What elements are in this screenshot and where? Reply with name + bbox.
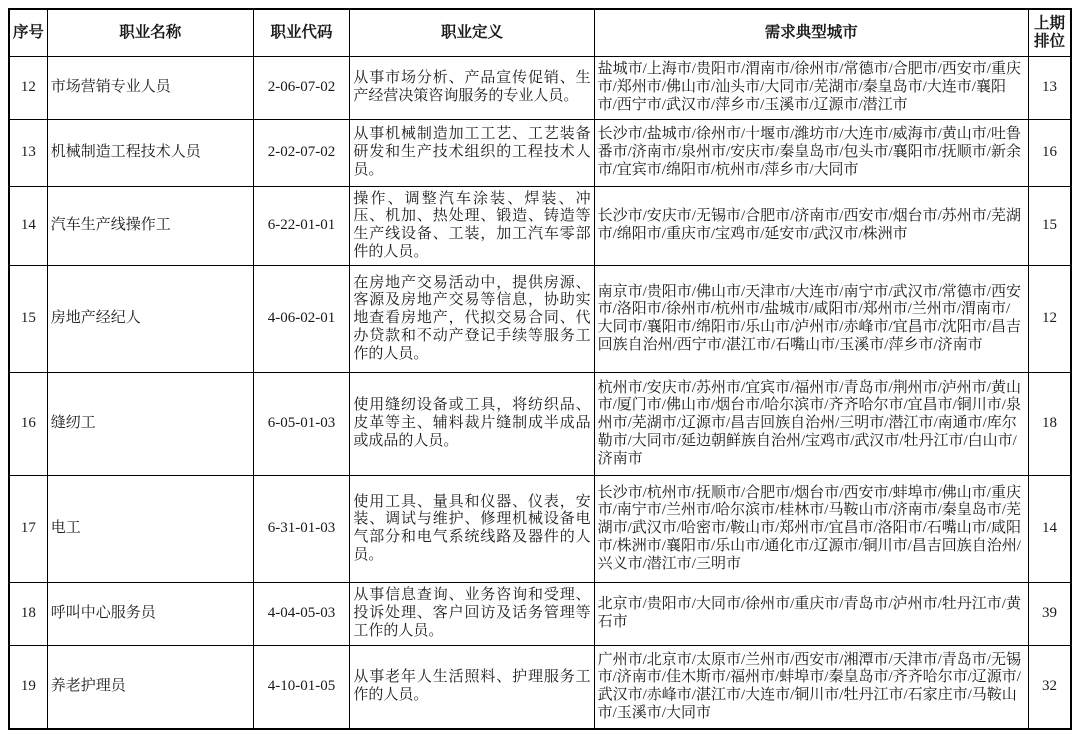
header-code: 职业代码 xyxy=(253,9,350,57)
table-row xyxy=(9,57,1071,120)
cell-occupation-code: 4-04-05-03 xyxy=(253,583,350,646)
cell-occupation-name: 机械制造工程技术人员 xyxy=(47,120,253,187)
cell-cities: 南京市/贵阳市/佛山市/天津市/大连市/南宁市/武汉市/常德市/西安市/洛阳市/徐州市/杭州市/盐城市/咸阳市/郑州市/兰州市/渭南市/大同市/襄阳市/绵阳市/乐山市/泸州市/赤峰市/宜昌市/沈阳市/昌吉回族自治州/西宁市/湛江市/石嘴山市/玉溪市/萍乡市/济南市 xyxy=(594,266,1028,373)
cell-occupation-code: 6-22-01-01 xyxy=(253,187,350,266)
table-row xyxy=(9,373,1071,476)
cell-occupation-name: 汽车生产线操作工 xyxy=(47,187,253,266)
cell-occupation-name: 呼叫中心服务员 xyxy=(47,583,253,646)
cell-no: 12 xyxy=(9,57,47,120)
cell-no: 13 xyxy=(9,120,47,187)
occupations-table xyxy=(8,8,1072,730)
cell-definition: 使用工具、量具和仪器、仪表，安装、调试与维护、修理机械设备电气部分和电气系统线路及器件的人员。 xyxy=(350,476,594,583)
table-row xyxy=(9,266,1071,373)
cell-rank: 18 xyxy=(1028,373,1071,476)
cell-rank: 12 xyxy=(1028,266,1071,373)
cell-occupation-code: 6-31-01-03 xyxy=(253,476,350,583)
cell-no: 15 xyxy=(9,266,47,373)
table-row xyxy=(9,476,1071,583)
cell-no: 19 xyxy=(9,646,47,730)
cell-no: 18 xyxy=(9,583,47,646)
cell-occupation-code: 6-05-01-03 xyxy=(253,373,350,476)
cell-definition: 从事老年人生活照料、护理服务工作的人员。 xyxy=(350,646,594,730)
cell-definition: 从事信息查询、业务咨询和受理、投诉处理、客户回访及话务管理等工作的人员。 xyxy=(350,583,594,646)
cell-rank: 14 xyxy=(1028,476,1071,583)
header-definition: 职业定义 xyxy=(350,9,594,57)
cell-occupation-name: 养老护理员 xyxy=(47,646,253,730)
cell-occupation-name: 缝纫工 xyxy=(47,373,253,476)
table-row xyxy=(9,583,1071,646)
cell-occupation-code: 2-02-07-02 xyxy=(253,120,350,187)
cell-cities: 北京市/贵阳市/大同市/徐州市/重庆市/青岛市/泸州市/牡丹江市/黄石市 xyxy=(594,583,1028,646)
cell-rank: 13 xyxy=(1028,57,1071,120)
cell-rank: 39 xyxy=(1028,583,1071,646)
header-row xyxy=(9,9,1071,57)
cell-no: 14 xyxy=(9,187,47,266)
header-no: 序号 xyxy=(9,9,47,57)
cell-rank: 15 xyxy=(1028,187,1071,266)
cell-rank: 32 xyxy=(1028,646,1071,730)
cell-cities: 长沙市/安庆市/无锡市/合肥市/济南市/西安市/烟台市/苏州市/芜湖市/绵阳市/重庆市/宝鸡市/延安市/武汉市/株洲市 xyxy=(594,187,1028,266)
cell-no: 16 xyxy=(9,373,47,476)
cell-definition: 使用缝纫设备或工具，将纺织品、皮革等主、辅料裁片缝制成半成品或成品的人员。 xyxy=(350,373,594,476)
cell-occupation-name: 市场营销专业人员 xyxy=(47,57,253,120)
cell-rank: 16 xyxy=(1028,120,1071,187)
table-header xyxy=(9,9,1071,57)
header-cities: 需求典型城市 xyxy=(594,9,1028,57)
cell-cities: 杭州市/安庆市/苏州市/宜宾市/福州市/青岛市/荆州市/泸州市/黄山市/厦门市/佛山市/烟台市/哈尔滨市/齐齐哈尔市/宜昌市/铜川市/泉州市/芜湖市/辽源市/昌吉回族自治州/三明市/潜江市/南通市/库尔勒市/大同市/延边朝鲜族自治州/宝鸡市/武汉市/牡丹江市/白山市/济南市 xyxy=(594,373,1028,476)
cell-occupation-code: 4-06-02-01 xyxy=(253,266,350,373)
cell-cities: 盐城市/上海市/贵阳市/渭南市/徐州市/常德市/合肥市/西安市/重庆市/郑州市/佛山市/汕头市/大同市/芜湖市/秦皇岛市/大连市/襄阳市/西宁市/武汉市/萍乡市/玉溪市/辽源市/潜江市 xyxy=(594,57,1028,120)
cell-cities: 广州市/北京市/太原市/兰州市/西安市/湘潭市/天津市/青岛市/无锡市/济南市/佳木斯市/福州市/蚌埠市/秦皇岛市/齐齐哈尔市/辽源市/武汉市/赤峰市/湛江市/大连市/铜川市/牡丹江市/石家庄市/马鞍山市/玉溪市/大同市 xyxy=(594,646,1028,730)
table-row xyxy=(9,187,1071,266)
header-rank: 上期排位 xyxy=(1028,9,1071,57)
table-body xyxy=(9,57,1071,730)
cell-definition: 操作、调整汽车涂装、焊装、冲压、机加、热处理、锻造、铸造等生产线设备、工装，加工汽车零部件的人员。 xyxy=(350,187,594,266)
cell-definition: 从事机械制造加工工艺、工艺装备研发和生产技术组织的工程技术人员。 xyxy=(350,120,594,187)
cell-definition: 从事市场分析、产品宣传促销、生产经营决策咨询服务的专业人员。 xyxy=(350,57,594,120)
cell-occupation-name: 电工 xyxy=(47,476,253,583)
table-row xyxy=(9,646,1071,730)
cell-occupation-code: 2-06-07-02 xyxy=(253,57,350,120)
cell-occupation-name: 房地产经纪人 xyxy=(47,266,253,373)
cell-no: 17 xyxy=(9,476,47,583)
table-row xyxy=(9,120,1071,187)
header-name: 职业名称 xyxy=(47,9,253,57)
cell-cities: 长沙市/杭州市/抚顺市/合肥市/烟台市/西安市/蚌埠市/佛山市/重庆市/南宁市/兰州市/哈尔滨市/桂林市/马鞍山市/济南市/秦皇岛市/芜湖市/武汉市/哈密市/鞍山市/郑州市/宜昌市/洛阳市/石嘴山市/咸阳市/株洲市/襄阳市/乐山市/通化市/辽源市/铜川市/昌吉回族自治州/兴义市/潜江市/三明市 xyxy=(594,476,1028,583)
cell-definition: 在房地产交易活动中，提供房源、客源及房地产交易等信息，协助实地查看房地产，代拟交易合同、代办贷款和不动产登记手续等服务工作的人员。 xyxy=(350,266,594,373)
cell-cities: 长沙市/盐城市/徐州市/十堰市/潍坊市/大连市/威海市/黄山市/吐鲁番市/济南市/泉州市/安庆市/秦皇岛市/包头市/襄阳市/抚顺市/新余市/宜宾市/绵阳市/杭州市/萍乡市/大同市 xyxy=(594,120,1028,187)
cell-occupation-code: 4-10-01-05 xyxy=(253,646,350,730)
